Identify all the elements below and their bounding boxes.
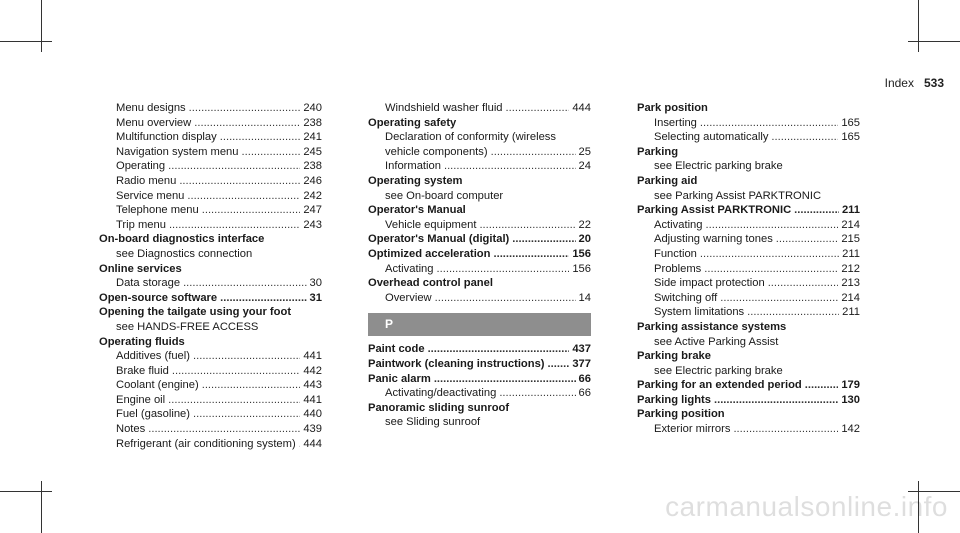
leader-dots: [202, 378, 301, 393]
crop-mark: [0, 491, 52, 492]
page-ref[interactable]: 444: [303, 437, 322, 450]
index-heading: Parking assistance systems: [637, 320, 787, 333]
index-entry[interactable]: [99, 349, 322, 364]
crop-mark: [41, 481, 42, 533]
page-ref[interactable]: 156: [572, 262, 591, 275]
index-reference: see HANDS-FREE ACCESS: [116, 320, 259, 333]
entry-label: Fuel (gasoline): [116, 408, 190, 421]
entry-label: Multifunction display: [116, 131, 217, 144]
page-header: [885, 76, 944, 90]
entry-label: System limitations: [654, 306, 745, 319]
page-ref[interactable]: 156: [572, 247, 591, 260]
index-entry[interactable]: [99, 189, 322, 204]
index-heading-entry[interactable]: [368, 342, 591, 357]
entry-label: Notes: [116, 423, 146, 436]
page-ref[interactable]: 377: [572, 357, 591, 370]
index-reference: see Electric parking brake: [654, 364, 783, 377]
page-ref[interactable]: 246: [303, 174, 322, 187]
index-entry[interactable]: [368, 218, 591, 233]
index-heading: Park position: [637, 102, 708, 114]
leader-dots: [805, 378, 839, 393]
entry-label: Radio menu: [116, 174, 177, 187]
leader-dots: [706, 218, 839, 233]
leader-dots: [189, 101, 301, 116]
leader-dots: [794, 203, 839, 218]
entry-label: Activating: [654, 218, 703, 231]
index-heading-entry[interactable]: [637, 378, 860, 393]
index-reference: see Electric parking brake: [654, 160, 783, 173]
leader-dots: [733, 422, 838, 437]
entry-label: Activating/deactivating: [385, 387, 497, 400]
entry-label: Paintwork (cleaning instructions): [368, 357, 545, 370]
page-ref[interactable]: 130: [841, 393, 860, 406]
entry-label: Engine oil: [116, 393, 166, 406]
index-heading-entry[interactable]: [637, 393, 860, 408]
entry-label: vehicle components): [385, 145, 488, 158]
leader-dots: [434, 372, 576, 387]
leader-dots: [172, 364, 300, 379]
leader-dots: [202, 203, 301, 218]
page-ref[interactable]: 30: [309, 277, 322, 290]
leader-dots: [169, 218, 300, 233]
index-entry[interactable]: [99, 276, 322, 291]
leader-dots: [428, 342, 570, 357]
page-ref[interactable]: 211: [841, 204, 860, 217]
index-heading: Opening the tailgate using your foot: [99, 306, 292, 319]
index-reference: see Parking Assist PARKTRONIC: [654, 189, 822, 202]
page-ref[interactable]: 66: [578, 372, 591, 385]
entry-label: Parking for an extended period: [637, 379, 802, 392]
page-ref[interactable]: 20: [578, 233, 591, 246]
page-ref[interactable]: 241: [303, 131, 322, 144]
index-entry[interactable]: [637, 276, 860, 291]
page-ref[interactable]: 66: [578, 387, 591, 400]
page-ref[interactable]: 238: [303, 160, 322, 173]
leader-dots: [435, 291, 576, 306]
entry-label: Additives (fuel): [116, 350, 190, 363]
leader-dots: [220, 130, 301, 145]
page-ref[interactable]: 179: [841, 379, 860, 392]
page-ref[interactable]: 31: [309, 291, 322, 304]
page-ref[interactable]: 245: [303, 145, 322, 158]
page-ref[interactable]: 142: [841, 423, 860, 436]
entry-label: Adjusting warning tones: [654, 233, 773, 246]
entry-label: Service menu: [116, 189, 185, 202]
page-ref[interactable]: 14: [578, 291, 591, 304]
page-ref[interactable]: 165: [841, 116, 860, 129]
leader-dots: [168, 393, 300, 408]
leader-dots: [506, 101, 570, 116]
entry-label: Problems: [654, 262, 702, 275]
leader-dots: [187, 189, 300, 204]
leader-dots: [704, 262, 838, 277]
leader-dots: [768, 276, 839, 291]
page-ref[interactable]: 441: [303, 393, 322, 406]
entry-label: Refrigerant (air conditioning system): [116, 437, 296, 450]
leader-dots: [776, 232, 839, 247]
leader-dots: [512, 232, 575, 247]
entry-label: Coolant (engine): [116, 379, 199, 392]
page-ref[interactable]: 238: [303, 116, 322, 129]
entry-label: Operator's Manual (digital): [368, 233, 510, 246]
leader-dots: [491, 145, 576, 160]
index-heading: Parking aid: [637, 174, 698, 187]
index-heading: Operating fluids: [99, 335, 185, 348]
index-entry[interactable]: [637, 232, 860, 247]
leader-dots: [179, 174, 300, 189]
leader-dots: [194, 116, 300, 131]
entry-label: Paint code: [368, 343, 425, 356]
leader-dots: [479, 218, 575, 233]
index-heading-entry[interactable]: [368, 232, 591, 247]
crop-mark: [41, 0, 42, 52]
index-reference: see On-board computer: [385, 189, 504, 202]
leader-dots: [700, 116, 838, 131]
entry-label: Parking lights: [637, 393, 711, 406]
page-ref[interactable]: 437: [572, 343, 591, 356]
leader-dots: [747, 305, 839, 320]
index-heading: Parking brake: [637, 350, 711, 363]
index-entry[interactable]: [99, 407, 322, 422]
index-entry[interactable]: [637, 422, 860, 437]
leader-dots: [444, 159, 576, 174]
leader-dots: [499, 386, 575, 401]
entry-label: Panic alarm: [368, 372, 431, 385]
index-heading: Overhead control panel: [368, 277, 493, 290]
leader-dots: [148, 422, 300, 437]
leader-dots: [220, 291, 306, 306]
index-reference: see Diagnostics connection: [116, 247, 253, 260]
entry-label: Optimized acceleration: [368, 247, 491, 260]
index-reference: see Active Parking Assist: [654, 335, 779, 348]
page-ref[interactable]: 240: [303, 102, 322, 114]
index-heading: Online services: [99, 262, 182, 275]
index-heading-entry[interactable]: [637, 203, 860, 218]
leader-dots: [548, 357, 570, 372]
entry-label: Parking Assist PARKTRONIC: [637, 204, 792, 217]
index-entry[interactable]: [99, 437, 322, 452]
index-entry[interactable]: [99, 145, 322, 160]
page-ref[interactable]: 443: [303, 379, 322, 392]
index-reference: see Sliding sunroof: [385, 416, 481, 429]
index-entry[interactable]: [637, 218, 860, 233]
index-entry[interactable]: [99, 393, 322, 408]
leader-dots: [242, 145, 301, 160]
leader-dots: [168, 159, 300, 174]
index-entry[interactable]: [99, 159, 322, 174]
section-letter: P: [368, 313, 591, 336]
page-ref[interactable]: 247: [303, 204, 322, 217]
index-heading-entry[interactable]: [368, 372, 591, 387]
index-heading: Panoramic sliding sunroof: [368, 401, 510, 414]
index-heading-entry[interactable]: [368, 357, 591, 372]
page-ref[interactable]: 442: [303, 364, 322, 377]
index-entry[interactable]: [99, 218, 322, 233]
page-ref[interactable]: 212: [841, 262, 860, 275]
entry-label: Open-source software: [99, 291, 218, 304]
index-entry[interactable]: [637, 116, 860, 131]
index-entry[interactable]: [99, 116, 322, 131]
index-heading: Parking: [637, 145, 679, 158]
entry-label: Switching off: [654, 291, 718, 304]
index-entry[interactable]: [99, 364, 322, 379]
crop-mark: [0, 41, 52, 42]
index-heading: Operating safety: [368, 116, 457, 129]
index-heading: Parking position: [637, 408, 725, 421]
entry-label: Trip menu: [116, 218, 166, 231]
leader-dots: [299, 437, 301, 452]
index-column-2: [368, 101, 591, 430]
page-ref[interactable]: 24: [578, 160, 591, 173]
leader-dots: [437, 262, 570, 277]
entry-label: Activating: [385, 262, 434, 275]
page-ref[interactable]: 22: [578, 218, 591, 231]
index-entry[interactable]: [368, 291, 591, 306]
entry-label: Inserting: [654, 116, 697, 129]
index-entry[interactable]: [99, 174, 322, 189]
header-title: Index: [884, 76, 914, 90]
page-ref[interactable]: 215: [841, 233, 860, 246]
entry-label: Navigation system menu: [116, 145, 239, 158]
page-ref[interactable]: 214: [841, 218, 860, 231]
index-heading: Operator's Manual: [368, 204, 466, 217]
page-ref[interactable]: 211: [842, 306, 860, 319]
page-ref[interactable]: 211: [842, 247, 860, 260]
page-ref[interactable]: 243: [303, 218, 322, 231]
entry-label: Operating: [116, 160, 166, 173]
index-column-1: [99, 101, 322, 451]
index-entry[interactable]: [637, 247, 860, 262]
entry-label: Function: [654, 247, 697, 260]
index-entry[interactable]: [99, 378, 322, 393]
crop-mark: [908, 41, 960, 42]
leader-dots: [493, 247, 569, 262]
entry-label: Vehicle equipment: [385, 218, 477, 231]
leader-dots: [193, 349, 300, 364]
page-ref[interactable]: 242: [303, 189, 322, 202]
leader-dots: [771, 130, 838, 145]
index-entry[interactable]: [637, 291, 860, 306]
index-entry[interactable]: [368, 159, 591, 174]
index-reference: Declaration of conformity (wireless: [385, 131, 556, 144]
index-heading-entry[interactable]: [99, 291, 322, 306]
page-ref[interactable]: 165: [841, 131, 860, 144]
page-ref[interactable]: 25: [578, 145, 591, 158]
entry-label: Selecting automatically: [654, 131, 769, 144]
entry-label: Telephone menu: [116, 204, 199, 217]
page-ref[interactable]: 439: [303, 423, 322, 436]
page-ref[interactable]: 441: [303, 350, 322, 363]
leader-dots: [193, 407, 300, 422]
index-entry[interactable]: [368, 262, 591, 277]
index-entry[interactable]: [99, 422, 322, 437]
entry-label: Side impact protection: [654, 277, 765, 290]
crop-mark: [918, 0, 919, 52]
page-ref[interactable]: 213: [841, 277, 860, 290]
index-entry[interactable]: [368, 386, 591, 401]
entry-label: Windshield washer fluid: [385, 102, 503, 114]
index-heading-entry[interactable]: [368, 247, 591, 262]
index-entry[interactable]: [99, 101, 322, 116]
watermark: carmanualsonline.info: [665, 491, 948, 522]
index-column-3: [637, 101, 860, 437]
index-entry[interactable]: [99, 203, 322, 218]
page-number: 533: [923, 76, 944, 90]
leader-dots: [183, 276, 306, 291]
entry-label: Information: [385, 160, 441, 173]
index-heading: On-board diagnostics interface: [99, 233, 265, 246]
index-entry[interactable]: [368, 145, 591, 160]
index-entry[interactable]: [637, 305, 860, 320]
entry-label: Brake fluid: [116, 364, 169, 377]
entry-label: Menu overview: [116, 116, 192, 129]
index-entry[interactable]: [368, 101, 591, 116]
page-ref[interactable]: 444: [572, 102, 591, 114]
entry-label: Menu designs: [116, 102, 186, 114]
leader-dots: [714, 393, 838, 408]
index-heading: Operating system: [368, 174, 463, 187]
entry-label: Overview: [385, 291, 432, 304]
leader-dots: [720, 291, 838, 306]
page-ref[interactable]: 214: [841, 291, 860, 304]
entry-label: Exterior mirrors: [654, 423, 731, 436]
page-ref[interactable]: 440: [303, 408, 322, 421]
entry-label: Data storage: [116, 277, 181, 290]
index-entry[interactable]: [637, 262, 860, 277]
index-entry[interactable]: [637, 130, 860, 145]
index-entry[interactable]: [99, 130, 322, 145]
leader-dots: [700, 247, 839, 262]
